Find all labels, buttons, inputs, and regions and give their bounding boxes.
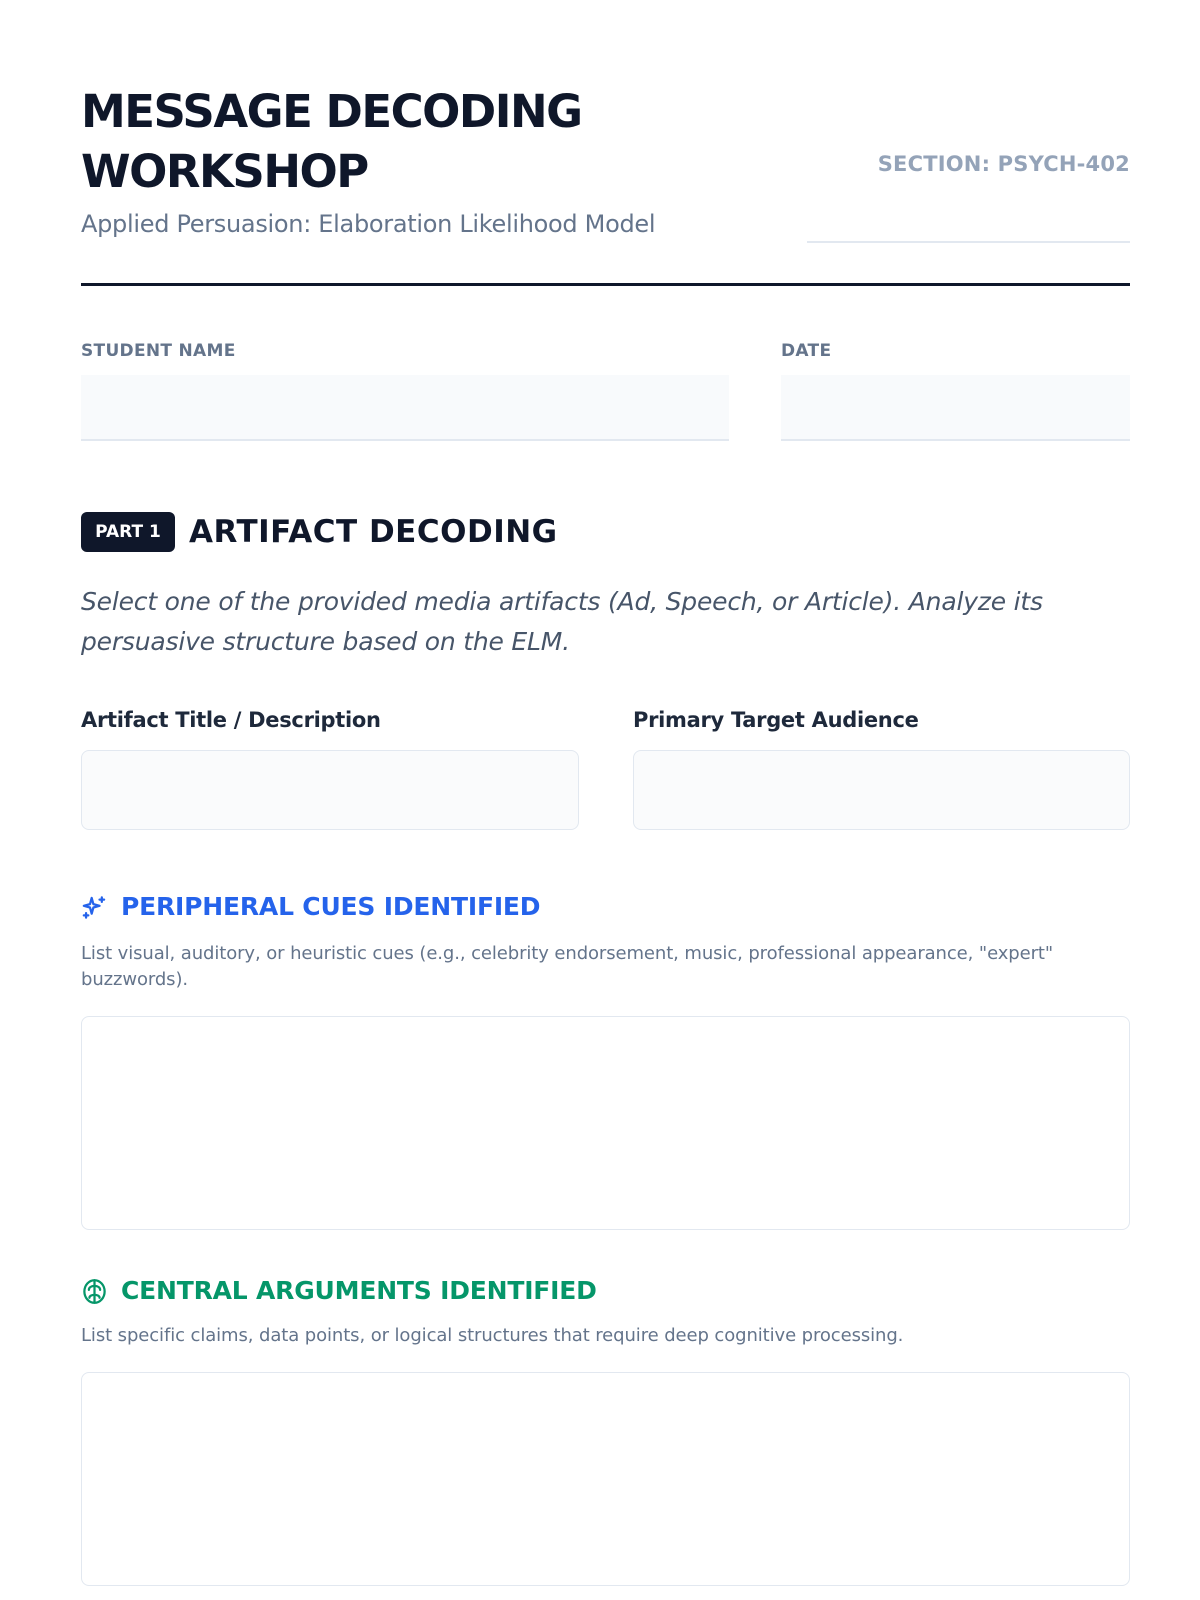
page-subtitle: Applied Persuasion: Elaboration Likelihood Model — [81, 210, 656, 238]
target-audience-input[interactable] — [633, 750, 1130, 830]
central-arguments-textarea[interactable] — [81, 1372, 1130, 1586]
peripheral-cues-title: PERIPHERAL CUES IDENTIFIED — [121, 892, 541, 921]
central-arguments-heading — [81, 1273, 597, 1309]
student-name-field[interactable] — [81, 375, 729, 441]
date-label: DATE — [781, 341, 832, 361]
part-title: ARTIFACT DECODING — [189, 514, 558, 550]
student-name-label: STUDENT NAME — [81, 341, 236, 361]
artifact-title-input[interactable] — [81, 750, 579, 830]
date-field[interactable] — [781, 375, 1130, 441]
central-arguments-description: List specific claims, data points, or logical structures that require deep cognitive processing. — [81, 1325, 904, 1346]
central-arguments-title: CENTRAL ARGUMENTS IDENTIFIED — [121, 1276, 597, 1305]
worksheet-header — [81, 82, 1130, 286]
section-code: SECTION: PSYCH-402 — [877, 152, 1130, 176]
sparkles-icon — [81, 894, 108, 921]
page-title: MESSAGE DECODING WORKSHOP — [81, 85, 582, 198]
section-underline — [807, 241, 1130, 243]
worksheet-page — [81, 0, 1130, 1600]
peripheral-cues-description: List visual, auditory, or heuristic cues (e.g., celebrity endorsement, music, professional appearance, "expert" buzzwords). — [81, 943, 1054, 990]
part-instructions: Select one of the provided media artifacts (Ad, Speech, or Article). Analyze its persuasive structure based on the ELM. — [81, 587, 1043, 656]
brain-icon — [81, 1278, 108, 1305]
artifact-title-label: Artifact Title / Description — [81, 708, 381, 732]
target-audience-label: Primary Target Audience — [633, 708, 919, 732]
peripheral-cues-textarea[interactable] — [81, 1016, 1130, 1230]
part-badge: PART 1 — [81, 512, 175, 552]
peripheral-cues-heading — [81, 889, 540, 925]
